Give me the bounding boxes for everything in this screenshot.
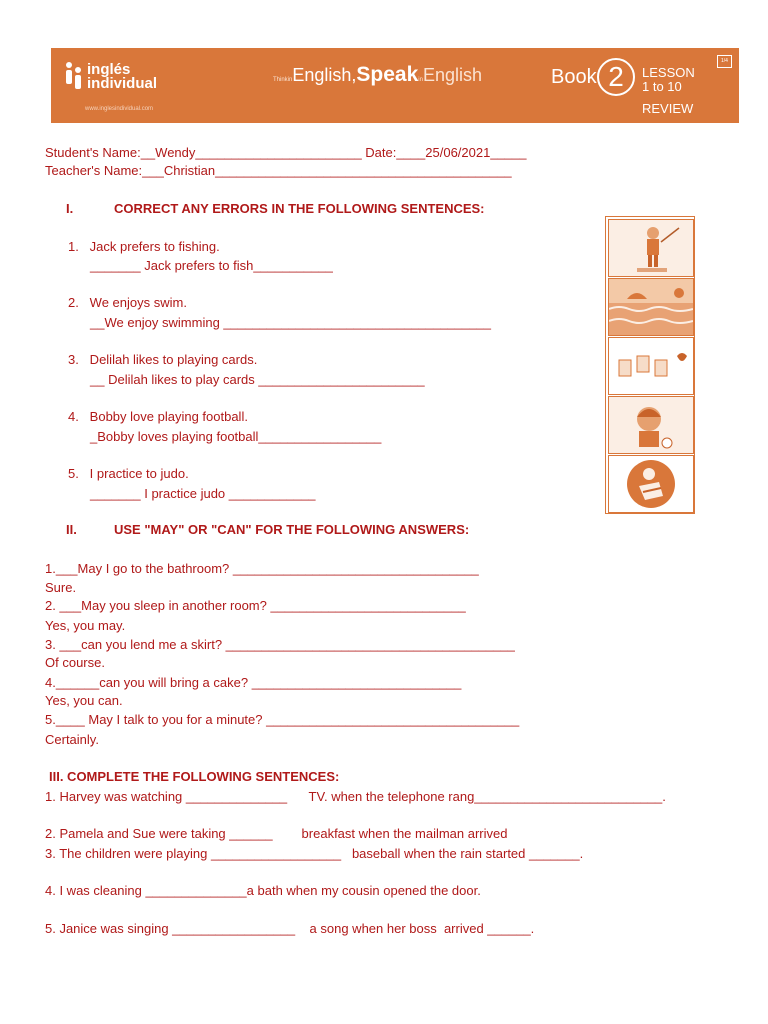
slogan-speak: Speak xyxy=(356,63,419,86)
s1-question-4: 4. Bobby love playing football. xyxy=(68,409,248,424)
slogan-in-1: in xyxy=(287,77,293,83)
s1-question-3: 3. Delilah likes to playing cards. xyxy=(68,352,258,367)
s2-answer-2: Yes, you may. xyxy=(45,618,126,633)
slogan-english-1: English, xyxy=(292,65,357,85)
s3-sentence-5: 5. Janice was singing _________________ a song when her boss arrived ______. xyxy=(45,921,535,936)
book-number-badge: 2 xyxy=(597,58,635,96)
lesson-line-2: 1 to 10 xyxy=(642,79,682,94)
judo-illustration xyxy=(608,455,694,513)
logo-text xyxy=(87,63,157,91)
s1-answer-2: __We enjoy swimming _____________________________________ xyxy=(90,315,491,330)
logo-people-icon xyxy=(63,61,85,101)
football-illustration xyxy=(608,396,694,454)
slogan xyxy=(273,63,482,87)
s3-sentence-4: 4. I was cleaning ______________a bath when my cousin opened the door. xyxy=(45,883,481,898)
swimming-illustration xyxy=(608,278,694,336)
logo-line-2: individual xyxy=(87,75,158,92)
lesson-label xyxy=(642,66,695,94)
section1-number: I. xyxy=(66,201,74,216)
logo-line-1: inglés xyxy=(87,61,131,78)
slogan-in-2: in xyxy=(418,77,423,83)
s2-question-4: 4.______can you will bring a cake? _____________________________ xyxy=(45,675,462,690)
s2-question-1: 1.___May I go to the bathroom? __________________________________ xyxy=(45,561,479,576)
section1-heading: CORRECT ANY ERRORS IN THE FOLLOWING SENTENCES: xyxy=(114,201,485,216)
s1-answer-1: _______ Jack prefers to fish___________ xyxy=(90,258,333,273)
logo-url: www.inglesindividual.com xyxy=(85,106,154,112)
s2-question-5: 5.____ May I talk to you for a minute? ___________________________________ xyxy=(45,712,520,727)
s3-sentence-2: 2. Pamela and Sue were taking ______ breakfast when the mailman arrived xyxy=(45,826,508,841)
s2-answer-3: Of course. xyxy=(45,655,105,670)
student-name-line: Student's Name:__Wendy_______________________ Date:____25/06/2021_____ xyxy=(45,145,527,160)
s1-answer-4: _Bobby loves playing football_________________ xyxy=(90,429,382,444)
section2-number: II. xyxy=(66,522,77,537)
s1-question-1: 1. Jack prefers to fishing. xyxy=(68,239,220,254)
s1-question-5: 5. I practice to judo. xyxy=(68,466,189,481)
review-label: REVIEW xyxy=(642,101,694,116)
fishing-illustration xyxy=(608,219,694,277)
s2-answer-5: Certainly. xyxy=(45,732,99,747)
illustration-strip xyxy=(605,216,695,514)
s1-answer-3: __ Delilah likes to play cards _______________________ xyxy=(90,372,425,387)
book-label: Book xyxy=(551,66,597,88)
page-tag: 1/4 xyxy=(717,55,732,68)
slogan-english-2: English xyxy=(422,65,482,85)
s2-question-3: 3. ___can you lend me a skirt? ________________________________________ xyxy=(45,637,515,652)
slogan-think: Think xyxy=(273,77,288,83)
section3-heading: III. COMPLETE THE FOLLOWING SENTENCES: xyxy=(49,769,340,784)
teacher-name-line: Teacher's Name:___Christian_________________________________________ xyxy=(45,163,512,178)
s1-answer-5: _______ I practice judo ____________ xyxy=(90,486,316,501)
section2-heading: USE "MAY" OR "CAN" FOR THE FOLLOWING ANSWERS: xyxy=(114,522,470,537)
s3-sentence-1: 1. Harvey was watching ______________ TV. when the telephone rang__________________________. xyxy=(45,789,666,804)
lesson-line-1: LESSON xyxy=(642,65,695,80)
s2-answer-1: Sure. xyxy=(45,580,77,595)
header-banner xyxy=(51,48,739,123)
s3-sentence-3: 3. The children were playing __________________ baseball when the rain started _______. xyxy=(45,846,584,861)
s2-answer-4: Yes, you can. xyxy=(45,693,123,708)
cards-illustration xyxy=(608,337,694,395)
s1-question-2: 2. We enjoys swim. xyxy=(68,295,187,310)
s2-question-2: 2. ___May you sleep in another room? ___________________________ xyxy=(45,598,466,613)
